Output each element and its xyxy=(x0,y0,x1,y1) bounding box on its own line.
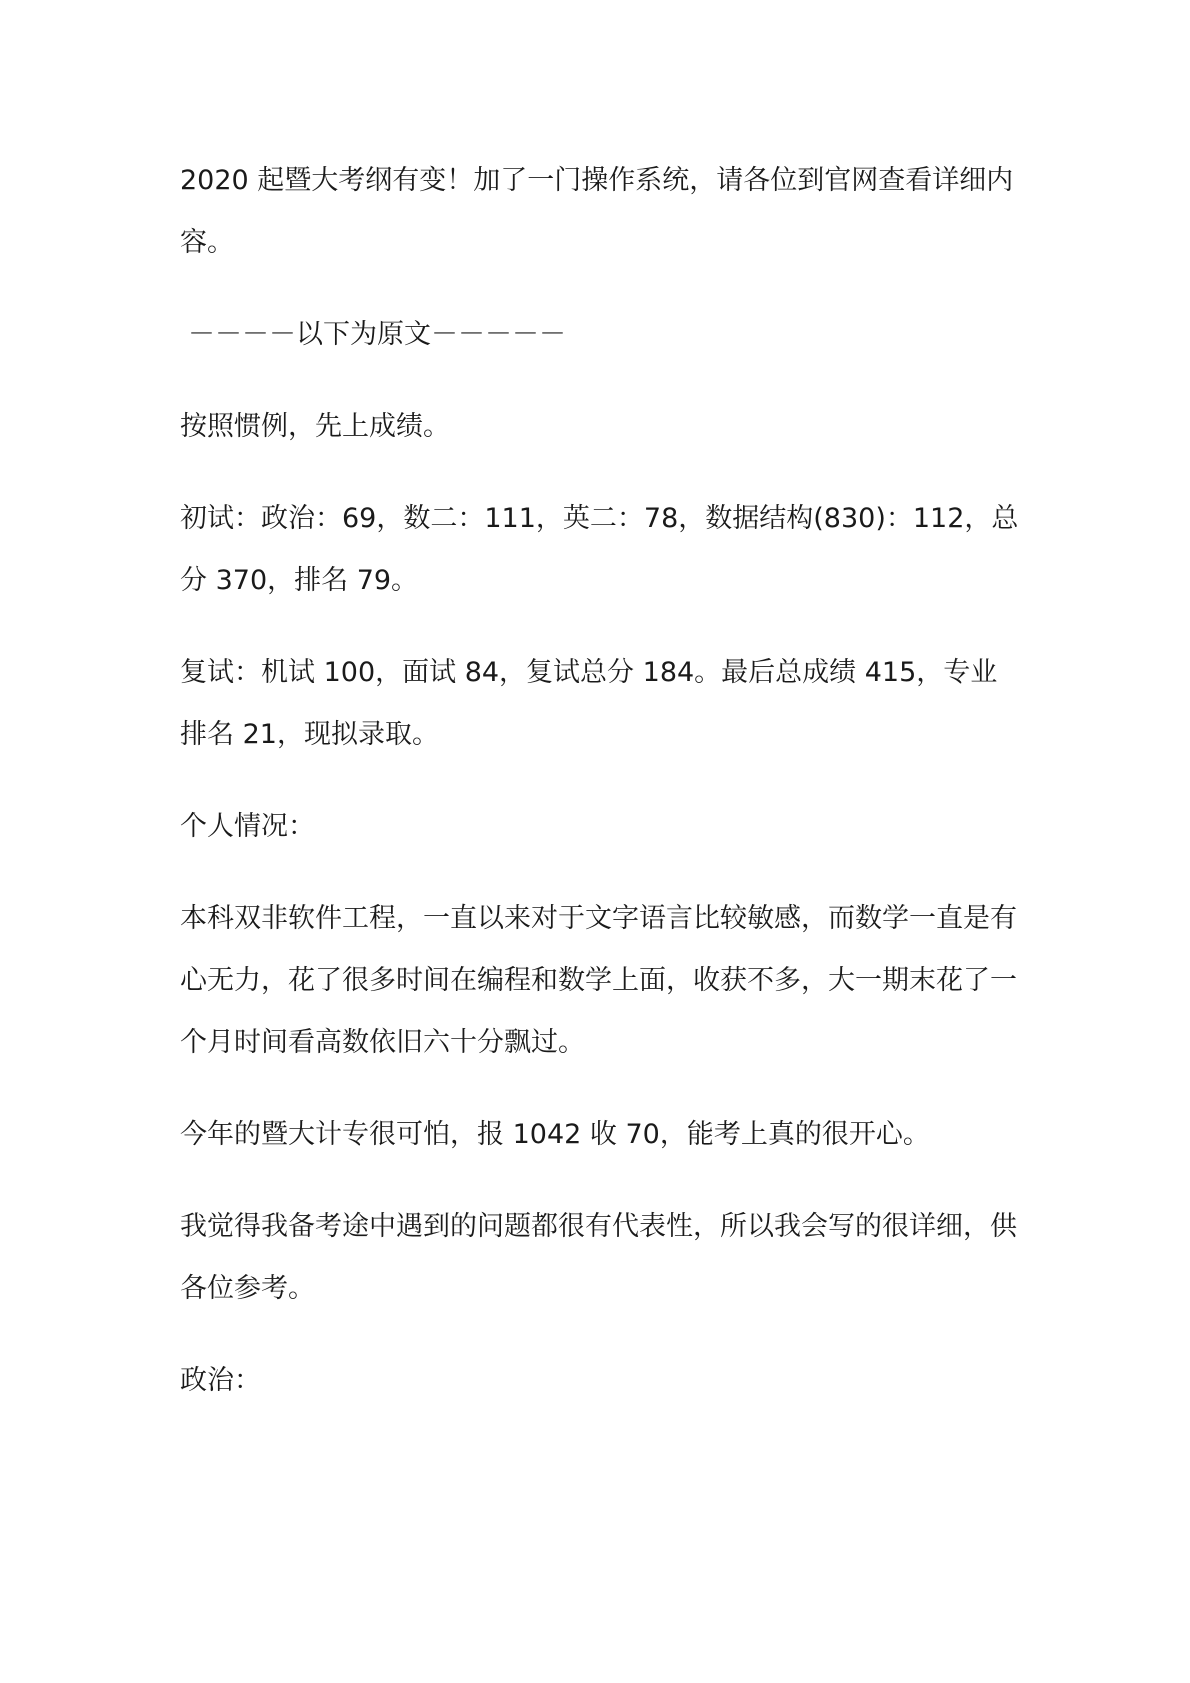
purpose-paragraph: 我觉得我备考途中遇到的问题都很有代表性，所以我会写的很详细，供各位参考。 xyxy=(180,1211,1017,1304)
background-paragraph: 本科双非软件工程，一直以来对于文字语言比较敏感，而数学一直是有心无力，花了很多时间在编程和数学上面，收获不多，大一期末花了一个月时间看高数依旧六十分飘过。 xyxy=(180,903,1017,1058)
initial-exam-scores: 初试：政治：69，数二：111，英二：78，数据结构(830)：112，总分 370，排名 79。 xyxy=(180,503,1019,596)
document-body xyxy=(180,150,1020,1442)
original-text-separator: －－－－以下为原文－－－－－ xyxy=(188,319,566,350)
politics-heading: 政治： xyxy=(180,1365,261,1396)
notice-paragraph: 2020 起暨大考纲有变！加了一门操作系统，请各位到官网查看详细内容。 xyxy=(180,165,1014,258)
retest-scores: 复试：机试 100，面试 84，复试总分 184。最后总成绩 415，专业排名 21，现拟录取。 xyxy=(180,657,998,750)
admission-stats-paragraph: 今年的暨大计专很可怕，报 1042 收 70，能考上真的很开心。 xyxy=(180,1119,930,1150)
intro-paragraph: 按照惯例，先上成绩。 xyxy=(180,411,450,442)
personal-info-heading: 个人情况： xyxy=(180,811,315,842)
